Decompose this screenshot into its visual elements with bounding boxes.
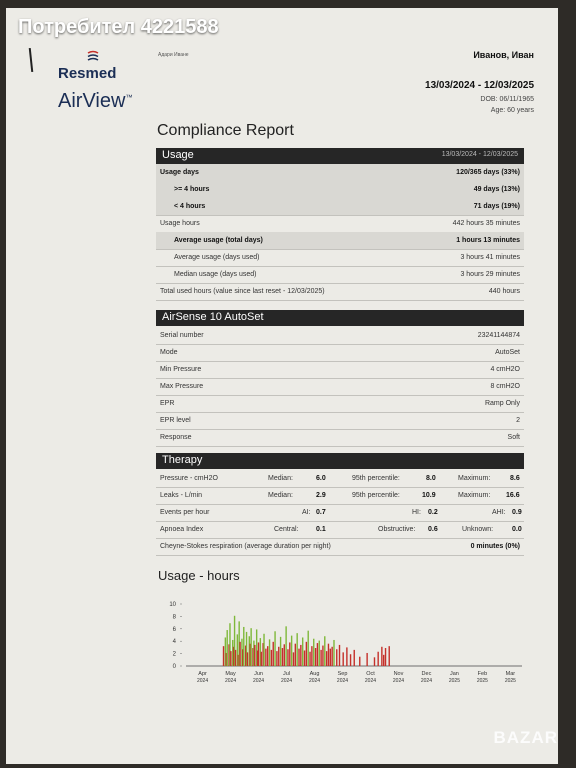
usage-bar bbox=[366, 653, 367, 666]
usage-row-value: 120/365 days (33%) bbox=[456, 169, 520, 176]
device-row-value: Ramp Only bbox=[484, 400, 520, 407]
usage-bar bbox=[331, 647, 332, 666]
usage-bar bbox=[359, 657, 360, 666]
usage-bar bbox=[223, 646, 224, 666]
therapy-value: 6.0 bbox=[316, 475, 326, 482]
usage-row-label: Usage hours bbox=[160, 220, 200, 227]
y-tick-label: 10 bbox=[169, 602, 176, 608]
usage-hours-chart bbox=[156, 590, 528, 690]
y-tick-label: 0 bbox=[172, 664, 176, 670]
usage-section-header bbox=[156, 148, 524, 164]
usage-bar bbox=[273, 642, 274, 666]
therapy-row-apnoea bbox=[156, 521, 524, 539]
usage-bar bbox=[374, 657, 375, 666]
y-tick-label: 6 bbox=[172, 626, 176, 633]
therapy-key: Maximum: bbox=[458, 475, 491, 482]
therapy-value: 16.6 bbox=[506, 492, 520, 499]
y-tick-label: 2 bbox=[172, 651, 176, 658]
usage-bar bbox=[302, 637, 303, 666]
device-row-label: Response bbox=[160, 434, 192, 441]
usage-bar bbox=[243, 627, 244, 666]
therapy-row-label: Cheyne-Stokes respiration (average duration per night) bbox=[160, 543, 331, 550]
usage-bar bbox=[309, 652, 310, 666]
therapy-value: 0.6 bbox=[428, 526, 438, 533]
device-row-value: Soft bbox=[507, 434, 520, 441]
usage-row-label: Total used hours (value since last reset - 12/03/2025) bbox=[160, 288, 325, 295]
usage-bar bbox=[296, 633, 297, 666]
usage-bar bbox=[317, 643, 318, 666]
usage-row-value: 442 hours 35 minutes bbox=[452, 220, 520, 227]
usage-row-value: 49 days (13%) bbox=[473, 186, 520, 193]
usage-bar bbox=[263, 634, 264, 666]
usage-bar bbox=[308, 631, 309, 666]
device-row bbox=[156, 361, 524, 379]
x-tick-month: Jan bbox=[449, 671, 459, 677]
report-date-range: 13/03/2024 - 12/03/2025 bbox=[425, 80, 534, 91]
usage-bar bbox=[291, 636, 292, 666]
usage-bar bbox=[389, 646, 390, 666]
therapy-key: AI: bbox=[302, 509, 311, 516]
x-tick-year: 2024 bbox=[364, 678, 377, 684]
x-tick-year: 2024 bbox=[224, 678, 237, 684]
usage-row-value: 71 days (19%) bbox=[473, 203, 520, 210]
x-tick-month: Jun bbox=[254, 671, 263, 677]
report-title: Compliance Report bbox=[157, 122, 294, 139]
usage-bar bbox=[250, 628, 251, 666]
therapy-value: 2.9 bbox=[316, 492, 326, 499]
y-tick-label: 4 bbox=[172, 639, 176, 646]
airview-brand bbox=[58, 90, 132, 113]
usage-row-label: Average usage (days used) bbox=[174, 254, 260, 261]
usage-row-label: Usage days bbox=[160, 169, 199, 176]
therapy-row-label: Events per hour bbox=[160, 509, 210, 516]
y-tick-label: 8 bbox=[172, 614, 176, 621]
usage-bar bbox=[298, 649, 299, 666]
usage-bar bbox=[377, 652, 378, 666]
therapy-value: 0.0 bbox=[512, 526, 522, 533]
therapy-key: 95th percentile: bbox=[352, 475, 400, 482]
usage-bar bbox=[271, 650, 272, 666]
patient-name: Иванов, Иван bbox=[473, 50, 534, 60]
usage-bar bbox=[285, 626, 286, 666]
x-tick-year: 2024 bbox=[392, 678, 405, 684]
therapy-key: Obstructive: bbox=[378, 526, 416, 533]
device-row-label: Serial number bbox=[160, 332, 204, 339]
therapy-key: Maximum: bbox=[458, 492, 491, 499]
usage-bar bbox=[267, 646, 268, 666]
usage-row bbox=[156, 215, 524, 233]
therapy-key: Unknown: bbox=[462, 526, 494, 533]
usage-bar bbox=[289, 642, 290, 666]
small-name-text: Адари Иване bbox=[158, 52, 189, 58]
therapy-value: 10.9 bbox=[422, 492, 436, 499]
usage-bar bbox=[346, 647, 347, 666]
resmed-brand: Resmed bbox=[58, 65, 117, 82]
usage-bar bbox=[322, 646, 323, 666]
x-tick-year: 2025 bbox=[504, 678, 516, 684]
usage-bar bbox=[306, 642, 307, 666]
device-row bbox=[156, 429, 524, 447]
usage-bar bbox=[261, 652, 262, 666]
usage-bar bbox=[336, 649, 337, 666]
x-tick-year: 2024 bbox=[197, 678, 209, 684]
usage-bar bbox=[284, 644, 285, 666]
usage-bar bbox=[230, 651, 231, 666]
usage-bar bbox=[287, 649, 288, 666]
usage-header-date: 13/03/2024 - 12/03/2025 bbox=[441, 151, 518, 158]
usage-bar bbox=[269, 639, 270, 666]
x-tick-year: 2024 bbox=[420, 678, 433, 684]
therapy-row-label: Pressure - cmH2O bbox=[160, 475, 218, 482]
usage-bar bbox=[319, 641, 320, 666]
device-row bbox=[156, 412, 524, 430]
x-tick-month: May bbox=[225, 671, 236, 677]
usage-row-label: >= 4 hours bbox=[174, 186, 210, 193]
therapy-value: 8.0 bbox=[426, 475, 436, 482]
x-tick-month: Mar bbox=[505, 671, 516, 677]
usage-bar bbox=[295, 644, 296, 666]
device-row-label: Mode bbox=[160, 349, 178, 356]
therapy-value: 0.1 bbox=[316, 526, 326, 533]
therapy-key: HI: bbox=[412, 509, 421, 516]
usage-bar bbox=[254, 645, 255, 666]
therapy-row-pressure bbox=[156, 470, 524, 488]
x-tick-month: Aug bbox=[309, 671, 320, 677]
device-row bbox=[156, 344, 524, 362]
therapy-key: Median: bbox=[268, 475, 293, 482]
usage-bar bbox=[333, 640, 334, 666]
patient-age: Age: 60 years bbox=[490, 107, 534, 114]
usage-row bbox=[156, 198, 524, 216]
usage-row-value: 3 hours 41 minutes bbox=[460, 254, 520, 261]
therapy-header-title: Therapy bbox=[162, 454, 203, 466]
x-tick-month: Apr bbox=[198, 671, 207, 677]
usage-row bbox=[156, 249, 524, 267]
usage-bar bbox=[276, 651, 277, 666]
therapy-value: 0.9 bbox=[512, 509, 522, 516]
x-tick-year: 2025 bbox=[476, 678, 488, 684]
usage-row bbox=[156, 283, 524, 301]
x-tick-month: Feb bbox=[477, 671, 488, 677]
usage-bar bbox=[330, 649, 331, 666]
therapy-key: 95th percentile: bbox=[352, 492, 400, 499]
device-header-title: AirSense 10 AutoSet bbox=[162, 311, 264, 323]
therapy-value: 0 minutes (0%) bbox=[470, 543, 520, 550]
therapy-row-csr bbox=[156, 538, 524, 556]
device-row-value: 2 bbox=[516, 417, 520, 424]
usage-bar bbox=[354, 650, 355, 666]
usage-bar bbox=[324, 636, 325, 666]
usage-bar bbox=[280, 637, 281, 666]
usage-bar bbox=[315, 648, 316, 666]
device-row-value: 8 cmH2O bbox=[490, 383, 520, 390]
device-row-label: Min Pressure bbox=[160, 366, 202, 373]
usage-bar bbox=[350, 654, 351, 666]
usage-bar bbox=[342, 652, 343, 666]
usage-bar bbox=[300, 645, 301, 666]
usage-row bbox=[156, 232, 524, 250]
usage-bar bbox=[385, 648, 386, 666]
patient-dob: DOB: 06/11/1965 bbox=[480, 96, 534, 103]
x-tick-year: 2024 bbox=[308, 678, 321, 684]
usage-bar bbox=[274, 631, 275, 666]
usage-row-label: < 4 hours bbox=[174, 203, 206, 210]
usage-row bbox=[156, 181, 524, 199]
usage-bar bbox=[313, 639, 314, 666]
usage-bar bbox=[265, 649, 266, 666]
usage-bar bbox=[293, 652, 294, 666]
therapy-value: 0.2 bbox=[428, 509, 438, 516]
x-tick-year: 2024 bbox=[336, 678, 349, 684]
usage-bar bbox=[339, 645, 340, 666]
therapy-key: Median: bbox=[268, 492, 293, 499]
usage-bar bbox=[258, 642, 259, 666]
chart-title: Usage - hours bbox=[158, 568, 240, 583]
therapy-row-label: Leaks - L/min bbox=[160, 492, 203, 499]
x-tick-month: Jul bbox=[283, 671, 291, 677]
x-tick-month: Sep bbox=[337, 671, 348, 677]
therapy-value: 0.7 bbox=[316, 509, 326, 516]
usage-bar bbox=[326, 651, 327, 666]
therapy-row-leaks bbox=[156, 487, 524, 505]
usage-row-label: Average usage (total days) bbox=[174, 237, 263, 244]
usage-bar bbox=[247, 652, 248, 666]
device-row-value: 4 cmH2O bbox=[490, 366, 520, 373]
usage-row-label: Median usage (days used) bbox=[174, 271, 257, 278]
airview-text: AirView bbox=[58, 90, 126, 112]
device-row-label: EPR level bbox=[160, 417, 191, 424]
usage-bar bbox=[320, 650, 321, 666]
x-tick-month: Oct bbox=[366, 671, 375, 677]
device-row-label: EPR bbox=[160, 400, 175, 407]
therapy-value: 8.6 bbox=[510, 475, 520, 482]
usage-bar bbox=[227, 630, 228, 666]
resmed-logo-icon bbox=[86, 50, 100, 64]
device-section-header bbox=[156, 310, 524, 326]
therapy-row-label: Apnoea Index bbox=[160, 526, 204, 533]
usage-bar bbox=[311, 646, 312, 666]
usage-row-value: 3 hours 29 minutes bbox=[460, 271, 520, 278]
x-tick-month: Dec bbox=[421, 671, 432, 677]
usage-bar bbox=[239, 642, 240, 666]
device-row-value: AutoSet bbox=[495, 349, 520, 356]
usage-row bbox=[156, 164, 524, 182]
device-row-value: 23241144874 bbox=[477, 332, 520, 339]
x-tick-year: 2025 bbox=[448, 678, 460, 684]
x-tick-month: Nov bbox=[393, 671, 404, 677]
therapy-row-events bbox=[156, 504, 524, 522]
device-row bbox=[156, 327, 524, 345]
listing-user-overlay: Потребител 4221588 bbox=[18, 16, 219, 38]
usage-bar bbox=[278, 647, 279, 666]
usage-bar bbox=[282, 648, 283, 666]
device-row bbox=[156, 395, 524, 413]
therapy-section-header bbox=[156, 453, 524, 469]
device-row-label: Max Pressure bbox=[160, 383, 204, 390]
x-tick-year: 2024 bbox=[252, 678, 265, 684]
usage-bar bbox=[235, 650, 236, 666]
usage-bar bbox=[328, 644, 329, 666]
x-tick-year: 2024 bbox=[280, 678, 293, 684]
usage-row-value: 1 hours 13 minutes bbox=[456, 237, 520, 244]
usage-bar bbox=[383, 655, 384, 666]
usage-bar bbox=[304, 651, 305, 667]
usage-row bbox=[156, 266, 524, 284]
therapy-key: AHI: bbox=[492, 509, 506, 516]
usage-bar bbox=[381, 647, 382, 666]
watermark-logo: BAZAR bbox=[493, 728, 558, 747]
airview-trademark: ™ bbox=[125, 94, 133, 102]
usage-header-title: Usage bbox=[162, 149, 194, 161]
device-row bbox=[156, 378, 524, 396]
usage-row-value: 440 hours bbox=[488, 288, 520, 295]
therapy-key: Central: bbox=[274, 526, 299, 533]
